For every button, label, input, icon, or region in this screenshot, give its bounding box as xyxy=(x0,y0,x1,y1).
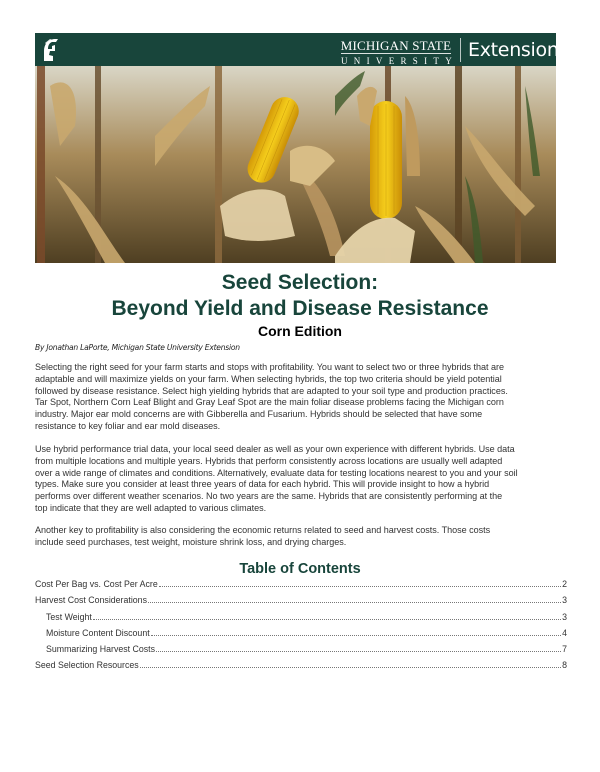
toc-leader-dots xyxy=(140,666,561,668)
wordmark-top: MICHIGAN STATE xyxy=(340,38,452,53)
toc-entry-page: 7 xyxy=(562,644,567,655)
paragraph-line: Another key to profitability is also considering the economic returns related to seed and harvest costs. Those costs xyxy=(35,525,491,535)
toc-entry-label: Test Weight xyxy=(46,611,92,622)
paragraph-line: followed by disease resistance. Select high yielding hybrids that are adapted to your soil type and production practices. xyxy=(35,385,508,396)
paragraph-line: resistance to key foliar and ear mold diseases. xyxy=(35,420,221,431)
paragraph-line: performs over different weather scenarios. No two years are the same. Hybrids that are consistently performing at the xyxy=(35,491,503,501)
paragraph-line: from multiple locations and multiple years. Hybrids that perform consistently across locations are usually well adapted xyxy=(35,455,503,466)
paragraph-line: Tar Spot, Northern Corn Leaf Blight and Gray Leaf Spot are the main foliar disease problems facing the Michigan corn xyxy=(35,397,504,408)
paragraph-line: Selecting the right seed for your farm starts and stops with profitability. You want to select two or three hybrids that are xyxy=(35,362,505,372)
msu-extension-header xyxy=(35,33,559,66)
extension-label: Extension xyxy=(468,39,559,61)
paragraph-line: include seed purchases, test weight, moisture shrink loss, and drying charges. xyxy=(35,536,347,547)
corn-field-illustration xyxy=(35,66,556,263)
toc-entry-page: 3 xyxy=(562,611,567,622)
toc-entry-label: Harvest Cost Considerations xyxy=(35,595,147,606)
toc-leader-dots xyxy=(148,601,561,603)
wordmark-bottom: UNIVERSITY xyxy=(341,56,458,66)
subtitle: Corn Edition xyxy=(258,323,342,339)
toc-leader-dots xyxy=(151,634,561,636)
title-line-1: Seed Selection: xyxy=(221,271,379,294)
toc-entry-label: Summarizing Harvest Costs xyxy=(46,644,156,655)
paragraph-line: over a wide range of climates and conditions. Alternatively, evaluate data for testing locations nearest to you and your soil xyxy=(35,467,518,478)
paragraph-line: Use hybrid performance trial data, your local seed dealer as well as your own experience with different hybrids. Use data xyxy=(35,444,515,454)
paragraph-economics xyxy=(35,525,560,549)
toc-title: Table of Contents xyxy=(239,561,361,577)
toc-leader-dots xyxy=(156,650,561,652)
paragraph-line: industry. Major ear mold concerns are with Gibberella and Fusarium. Hybrids should be selected that have some xyxy=(35,409,483,419)
toc-entry[interactable] xyxy=(35,579,567,595)
toc-entry-label: Seed Selection Resources xyxy=(35,660,139,671)
wordmark-divider xyxy=(460,38,461,62)
toc-entry-page: 8 xyxy=(562,660,567,671)
paragraph-trial-data xyxy=(35,444,560,515)
toc-entry-label: Moisture Content Discount xyxy=(46,627,150,638)
toc-leader-dots xyxy=(159,585,561,587)
paragraph-line: top indicate that they are well adapted to various climates. xyxy=(35,502,267,513)
toc-entry-page: 2 xyxy=(562,579,567,589)
hero-corn-photo xyxy=(35,66,556,263)
toc-entry-page: 3 xyxy=(562,595,567,606)
msu-wordmark xyxy=(336,37,458,66)
paragraph-line: types. Make sure you consider at least three years of data for each hybrid. This will provide insight to how a hybrid xyxy=(35,479,490,490)
toc-entry-page: 4 xyxy=(562,627,567,638)
byline: By Jonathan LaPorte, Michigan State University Extension xyxy=(35,343,240,352)
toc-entry-label: Cost Per Bag vs. Cost Per Acre xyxy=(35,579,158,589)
toc-entry[interactable] xyxy=(35,612,567,628)
toc-entry[interactable] xyxy=(35,660,567,676)
toc-leader-dots xyxy=(93,618,561,620)
toc-entry[interactable] xyxy=(35,628,567,644)
toc-entry[interactable] xyxy=(35,595,567,611)
toc-entry[interactable] xyxy=(35,644,567,660)
title-line-2: Beyond Yield and Disease Resistance xyxy=(111,297,489,320)
spartan-helmet-icon xyxy=(41,37,61,63)
paragraph-intro xyxy=(35,362,560,433)
paragraph-line: adaptable and will maximize yields on your farm. When selecting hybrids, the top two criteria should be yield potential xyxy=(35,373,502,384)
table-of-contents xyxy=(35,579,567,677)
